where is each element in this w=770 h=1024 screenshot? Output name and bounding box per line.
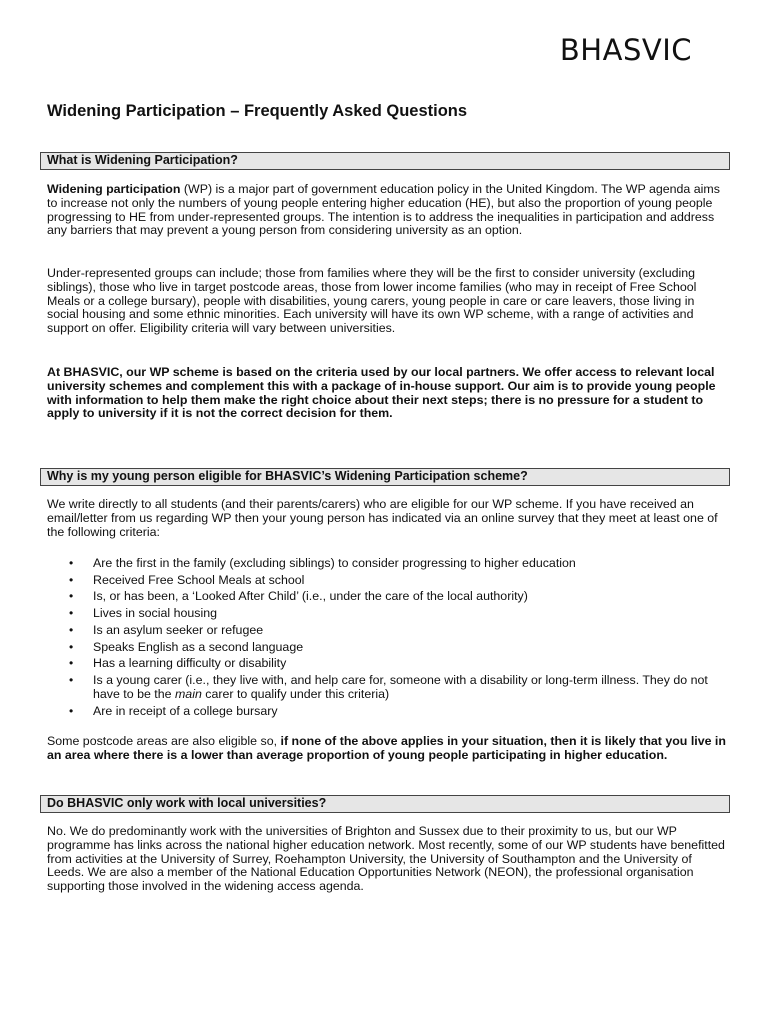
list-item	[47, 641, 727, 655]
criteria-text: Is, or has been, a ‘Looked After Child’ (i.e., under the care of the local authority)	[93, 589, 528, 604]
criteria-text: Is an asylum seeker or refugee	[93, 622, 264, 637]
criteria-text-start: Is a young carer (i.e., they live with, and help care for, someone with a disability or long-term illness. They do not have to be the	[93, 672, 708, 701]
list-item	[47, 705, 727, 719]
criteria-text: Lives in social housing	[93, 606, 217, 621]
section-heading-eligibility: Why is my young person eligible for BHASVIC’s Widening Participation scheme?	[40, 468, 730, 486]
bullet-icon: •	[69, 703, 74, 718]
local-paragraph: No. We do predominantly work with the universities of Brighton and Sussex due to their proximity to us, but our WP programme has links across the national higher education network. Most recently, some of our WP students have benefitted from activities at the University of Surrey, Roehampton University, the University of Southampton and the University of Leeds. We are also a member of the National Education Opportunities Network (NEON), the professional organisation supporting those involved in the widening access agenda.	[47, 824, 725, 894]
list-item	[47, 574, 727, 588]
criteria-text: Speaks English as a second language	[93, 639, 304, 654]
bhasvic-logo: BHASVIC	[559, 33, 692, 67]
what-paragraph-1-rest: (WP) is a major part of government education policy in the United Kingdom. The WP agenda aims to increase not only the numbers of young people entering higher education (HE), but also the proportion of young people progressing to HE from under-represented groups. The intention is to address the inequalities in participation and address any barriers that may prevent a young person from considering university as an option.	[47, 182, 720, 238]
criteria-text: Received Free School Meals at school	[93, 572, 305, 587]
bullet-icon: •	[69, 672, 74, 687]
postcode-text-plain: Some postcode areas are also eligible so,	[47, 734, 281, 748]
bullet-icon: •	[69, 656, 74, 671]
list-item	[47, 557, 727, 571]
bullet-icon: •	[69, 556, 74, 570]
what-paragraph-3: At BHASVIC, our WP scheme is based on the criteria used by our local partners. We offer access to relevant local university schemes and complement this with a package of in-house support. Our aim is to provide young people with information to help them make the right choice about their next steps; there is no pressure for a student to apply to university if it is not the correct decision for them.	[47, 365, 716, 421]
bullet-icon: •	[69, 622, 74, 637]
criteria-list	[47, 557, 727, 721]
criteria-text-emphasis: main	[174, 686, 202, 701]
criteria-text-end: carer to qualify under this criteria)	[201, 686, 390, 701]
list-item	[47, 674, 727, 702]
section-heading-local-universities: Do BHASVIC only work with local universities?	[40, 795, 730, 813]
why-intro-paragraph: We write directly to all students (and their parents/carers) who are eligible for our WP scheme. If you have received an email/letter from us regarding WP then your young person has indicated via an online survey that they meet at least one of the following criteria:	[47, 497, 718, 539]
what-paragraph-1-bold: Widening participation	[47, 182, 181, 196]
bullet-icon: •	[69, 589, 74, 604]
list-item	[47, 607, 727, 621]
page-title: Widening Participation – Frequently Asked Questions	[47, 102, 468, 120]
criteria-text: Has a learning difficulty or disability	[93, 656, 287, 671]
bullet-icon: •	[69, 639, 74, 654]
bullet-icon: •	[69, 572, 74, 587]
what-paragraph-2: Under-represented groups can include; those from families where they will be the first to consider university (excluding siblings), those who live in target postcode areas, those from lower income families (who may in receipt of Free School Meals or a college bursary), people with disabilities, young carers, young people in care or care leavers, those living in social housing and some ethnic minorities. Each university will have its own WP scheme, with a range of activities and support on offer. Eligibility criteria will vary between universities.	[47, 266, 697, 336]
criteria-text: Are the first in the family (excluding siblings) to consider progressing to higher education	[93, 556, 576, 570]
what-paragraph-1	[47, 183, 727, 238]
criteria-text: Are in receipt of a college bursary	[93, 703, 278, 718]
list-item	[47, 590, 727, 604]
list-item	[47, 624, 727, 638]
postcode-text-bold: if none of the above applies in your situation, then it is likely that you live in an area where there is a lower than average proportion of young people participating in higher education.	[47, 734, 726, 762]
bullet-icon: •	[69, 606, 74, 621]
list-item	[47, 657, 727, 671]
postcode-paragraph	[47, 735, 727, 763]
section-heading-what-is-wp: What is Widening Participation?	[40, 152, 730, 170]
